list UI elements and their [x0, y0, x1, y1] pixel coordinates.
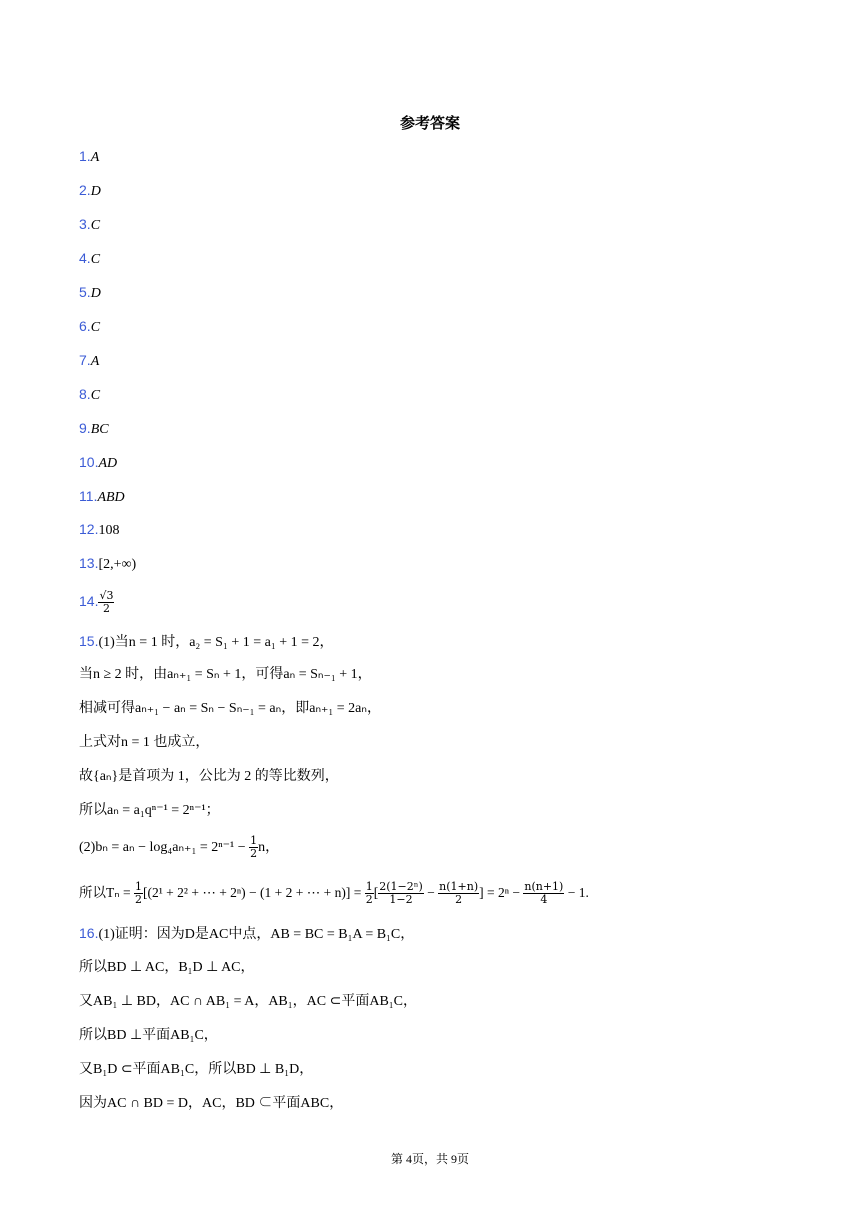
- question-number: 12.: [79, 521, 99, 537]
- solution-text: (1)当n = 1 时，a₂ = S₁ + 1 = a₁ + 1 = 2，: [98, 635, 334, 650]
- question-number: 2.: [79, 182, 91, 198]
- answer-text: D: [90, 184, 101, 199]
- answer-line: [79, 486, 125, 508]
- solution-text: 所以BD ⊥平面AB₁C，: [79, 1028, 218, 1043]
- solution-line: [79, 957, 255, 978]
- solution-text: (2)bₙ = aₙ − log₄aₙ₊₁ = 2ⁿ⁻¹ −: [79, 840, 250, 855]
- solution-line: [79, 800, 220, 821]
- question-number: 3.: [79, 216, 91, 232]
- solution-line: [79, 766, 339, 787]
- solution-line: [79, 732, 209, 753]
- solution-line: [79, 923, 414, 945]
- solution-text: 故{aₙ}是首项为 1，公比为 2 的等比数列，: [79, 769, 339, 784]
- fraction: [98, 590, 114, 615]
- question-number: 10.: [79, 454, 99, 470]
- solution-text: n，: [258, 840, 280, 855]
- answer-text: C: [90, 252, 101, 267]
- fraction-numerator: n(1+n): [439, 880, 479, 893]
- solution-line: [79, 698, 381, 719]
- solution-text: 上式对n = 1 也成立，: [79, 735, 210, 750]
- answer-text: A: [90, 354, 100, 369]
- answer-line: [79, 350, 99, 372]
- question-number: 1.: [79, 148, 91, 164]
- answer-line: [79, 248, 100, 270]
- answer-text: D: [90, 286, 101, 301]
- fraction-numerator: 1: [250, 833, 258, 847]
- solution-text: ] = 2ⁿ −: [479, 885, 524, 900]
- fraction: [438, 881, 479, 906]
- solution-text: 所以BD ⊥ AC，B₁D ⊥ AC，: [79, 960, 255, 975]
- answer-line: [79, 519, 119, 541]
- answer-text: A: [90, 150, 100, 165]
- fraction: [134, 881, 143, 906]
- question-number: 7.: [79, 352, 91, 368]
- answer-line: [79, 452, 117, 474]
- solution-text: (1)证明：因为D是AC中点，AB = BC = B₁A = B₁C，: [98, 927, 415, 942]
- fraction-denominator: 4: [540, 893, 548, 906]
- solution-text: [: [373, 885, 379, 900]
- page-title: 参考答案: [399, 114, 460, 132]
- solution-line: [79, 631, 334, 653]
- answer-text: ABD: [97, 490, 125, 505]
- solution-text: 所以aₙ = a₁qⁿ⁻¹ = 2ⁿ⁻¹；: [79, 803, 220, 818]
- question-number: 9.: [79, 420, 91, 436]
- fraction-numerator: 1: [135, 880, 142, 893]
- question-number: 15.: [79, 633, 99, 649]
- solution-text: [(2¹ + 2² + ⋯ + 2ⁿ) − (1 + 2 + ⋯ + n)] =: [143, 885, 365, 900]
- question-number: 5.: [79, 284, 91, 300]
- fraction: [365, 881, 374, 906]
- answer-line: [79, 316, 100, 338]
- question-number: 11.: [79, 488, 98, 504]
- answer-text: C: [90, 218, 101, 233]
- question-number: 14.: [79, 593, 99, 609]
- solution-text: 又B₁D ⊂平面AB₁C，所以BD ⊥ B₁D，: [79, 1062, 314, 1077]
- solution-line: [79, 834, 279, 861]
- solution-line: [79, 664, 372, 685]
- fraction-numerator: √3: [99, 588, 114, 602]
- fraction-denominator: 2: [455, 893, 463, 906]
- solution-text: − 1.: [564, 885, 589, 900]
- fraction-denominator: 2: [135, 893, 142, 906]
- fraction-denominator: 1−2: [389, 893, 413, 906]
- fraction: [523, 881, 564, 906]
- page-footer: 第 4页，共 9页: [390, 1152, 469, 1166]
- answer-line: [79, 418, 109, 440]
- question-number: 6.: [79, 318, 91, 334]
- answer-line: [79, 588, 114, 615]
- solution-line: [79, 1025, 218, 1046]
- solution-text: 相减可得aₙ₊₁ − aₙ = Sₙ − Sₙ₋₁ = aₙ，即aₙ₊₁ = 2aₙ，: [79, 701, 381, 716]
- answer-text: [2,+∞): [98, 557, 137, 572]
- fraction: [249, 835, 258, 860]
- answer-text: 108: [98, 523, 120, 538]
- answer-line: [79, 384, 100, 406]
- answer-line: [79, 553, 136, 575]
- answer-text: BC: [90, 422, 109, 437]
- solution-text: 因为AC ∩ BD = D，AC，BD ⊂平面ABC，: [79, 1096, 344, 1111]
- answer-line: [79, 214, 100, 236]
- solution-text: 所以Tₙ =: [79, 885, 134, 900]
- solution-text: 又AB₁ ⊥ BD，AC ∩ AB₁ = A，AB₁，AC ⊂平面AB₁C，: [79, 994, 417, 1009]
- question-number: 8.: [79, 386, 91, 402]
- fraction-denominator: 2: [250, 846, 258, 860]
- fraction-denominator: 2: [102, 601, 110, 615]
- answer-line: [79, 282, 101, 304]
- fraction-numerator: n(n+1): [524, 880, 564, 893]
- fraction-denominator: 2: [365, 893, 373, 906]
- solution-text: 当n ≥ 2 时，由aₙ₊₁ = Sₙ + 1，可得aₙ = Sₙ₋₁ + 1，: [79, 667, 372, 682]
- question-number: 13.: [79, 555, 99, 571]
- solution-line: [79, 1059, 313, 1080]
- solution-text: −: [423, 885, 439, 900]
- question-number: 4.: [79, 250, 91, 266]
- answer-line: [79, 180, 101, 202]
- fraction: [378, 881, 424, 906]
- fraction-numerator: 1: [365, 880, 373, 893]
- solution-line: [79, 991, 417, 1012]
- question-number: 16.: [79, 925, 99, 941]
- answer-line: [79, 146, 99, 168]
- answer-text: AD: [98, 456, 118, 471]
- answer-text: C: [90, 388, 101, 403]
- solution-line: [79, 880, 589, 906]
- answer-text: C: [90, 320, 101, 335]
- fraction-numerator: 2(1−2ⁿ): [379, 880, 423, 893]
- solution-line: [79, 1093, 343, 1114]
